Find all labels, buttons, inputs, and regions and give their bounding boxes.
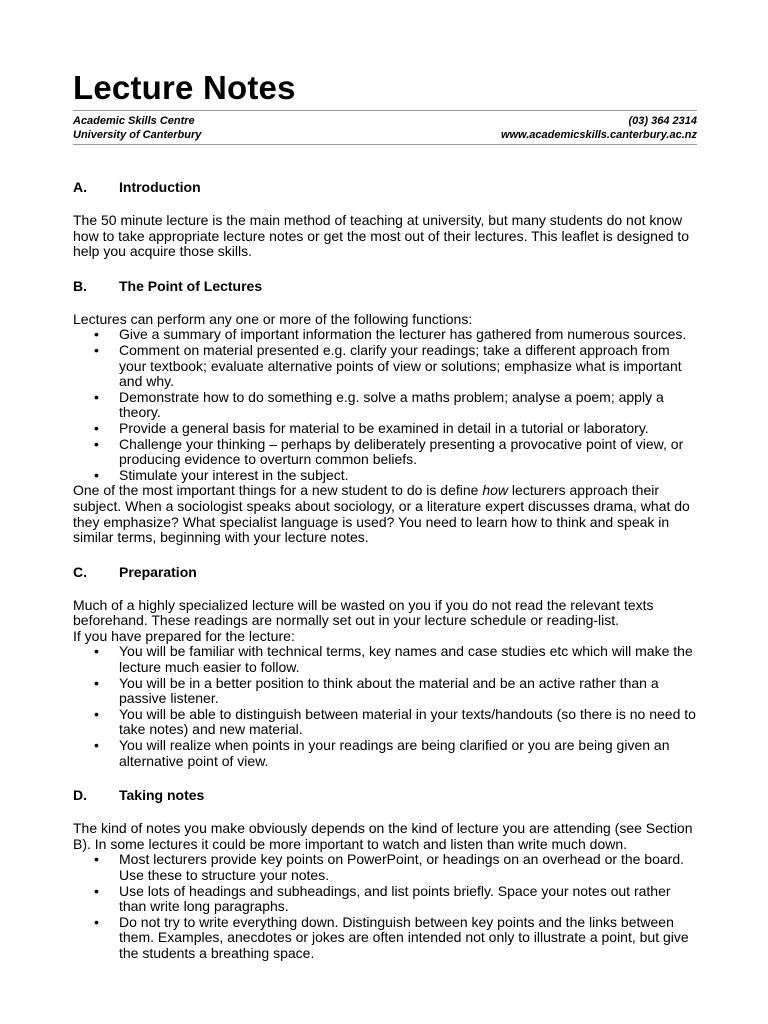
section-heading: [73, 562, 697, 582]
bullet-icon: •: [94, 705, 99, 722]
document-body: [73, 177, 697, 962]
list-item: • Demonstrate how to do something e.g. solve a maths problem; analyse a poem; apply a theory.: [94, 388, 664, 421]
section-heading: [73, 785, 697, 805]
list-item: • Most lecturers provide key points on PowerPoint, or headings on an overhead or the board. Use these to structure your notes.: [94, 851, 684, 883]
section-letter: C.: [73, 563, 87, 580]
page-title: Lecture Notes: [73, 69, 296, 106]
paragraph: One of the most important things for a new student to do is define how lecturers approach their subject. When a sociologist speaks about sociology, or a literature expert discusses drama, what do they emphasize? What specialist language is used? You need to learn how to think and speak in similar terms, beginning with your lecture notes.: [73, 482, 690, 546]
header-org: Academic Skills Centre: [73, 115, 195, 127]
bullet-icon: •: [94, 326, 99, 343]
list-item: • You will realize when points in your readings are being clarified or you are being given an alternative point of view.: [94, 737, 670, 769]
section-title: The Point of Lectures: [119, 277, 263, 294]
list-item: • Do not try to write everything down. Distinguish between key points and the links between them. Examples, anecdotes or jokes are often intended not only to illustrate a point, but give the students a breathing space.: [94, 913, 689, 961]
section-title: Taking notes: [119, 787, 205, 804]
bullet-list: [73, 852, 697, 961]
section-heading: [73, 276, 697, 296]
list-item: • Comment on material presented e.g. clarify your readings; take a different approach from your textbook; evaluate alternative points of view or solutions; emphasize what is important and why.: [94, 341, 682, 390]
paragraph: The 50 minute lecture is the main method of teaching at university, but many students do not know how to take appropriate lecture notes or get the most out of their lectures. This leaflet is designed to help you acquire those skills.: [73, 212, 690, 260]
section-letter: D.: [73, 787, 87, 804]
emphasis: how: [482, 482, 509, 499]
header-rule-bottom: [73, 144, 697, 145]
paragraph: If you have prepared for the lecture:: [73, 627, 295, 644]
section-taking-notes: [73, 785, 697, 961]
section-point-of-lectures: [73, 276, 697, 546]
bullet-icon: •: [94, 643, 99, 660]
list-item: • Provide a general basis for material to be examined in detail in a tutorial or laboratory.: [94, 419, 649, 436]
section-letter: A.: [73, 179, 87, 195]
section-preparation: [73, 562, 697, 770]
bullet-icon: •: [94, 341, 99, 358]
bullet-icon: •: [94, 674, 99, 691]
bullet-icon: •: [94, 882, 99, 899]
bullet-icon: •: [94, 435, 99, 452]
list-item: • Use lots of headings and subheadings, and list points briefly. Space your notes out rather than write long paragraphs.: [94, 882, 671, 915]
header-left: [73, 115, 201, 142]
bullet-icon: •: [94, 913, 99, 930]
paragraph: Lectures can perform any one or more of the following functions:: [73, 310, 473, 327]
list-item: • You will be able to distinguish between material in your texts/handouts (so there is no need to take notes) and new material.: [94, 705, 696, 738]
section-introduction: [73, 177, 697, 260]
header-university: University of Canterbury: [73, 128, 202, 141]
list-item: • You will be familiar with technical terms, key names and case studies etc which will make the lecture much easier to follow.: [94, 643, 693, 676]
header-right: [501, 115, 697, 142]
paragraph: The kind of notes you make obviously depends on the kind of lecture you are attending (see Section B). In some lectures it could be more important to watch and listen than write much down.: [73, 820, 693, 852]
bullet-icon: •: [94, 388, 99, 405]
bullet-icon: •: [94, 737, 99, 754]
list-item: • You will be in a better position to think about the material and be an active rather than a passive listener.: [94, 674, 659, 707]
paragraph: Much of a highly specialized lecture will be wasted on you if you do not read the relevant texts beforehand. These readings are normally set out in your lecture schedule or reading-list.: [73, 596, 654, 629]
header-website: www.academicskills.canterbury.ac.nz: [500, 128, 697, 141]
section-title: Introduction: [119, 179, 201, 195]
list-item: • Give a summary of important information the lecturer has gathered from numerous sources.: [94, 326, 687, 343]
section-heading: [73, 177, 697, 197]
bullet-list: [73, 644, 697, 769]
header-rule-top: [73, 110, 697, 111]
bullet-icon: •: [94, 851, 99, 868]
bullet-icon: •: [94, 466, 99, 483]
section-letter: B.: [73, 277, 87, 294]
header-phone: (03) 364 2314: [628, 115, 697, 127]
list-item: • Stimulate your interest in the subject.: [94, 466, 349, 483]
bullet-list: [73, 327, 697, 483]
bullet-icon: •: [94, 419, 99, 436]
list-item: • Challenge your thinking – perhaps by deliberately presenting a provocative point of view, or producing evidence to overturn common beliefs.: [94, 435, 684, 468]
section-title: Preparation: [119, 563, 197, 580]
